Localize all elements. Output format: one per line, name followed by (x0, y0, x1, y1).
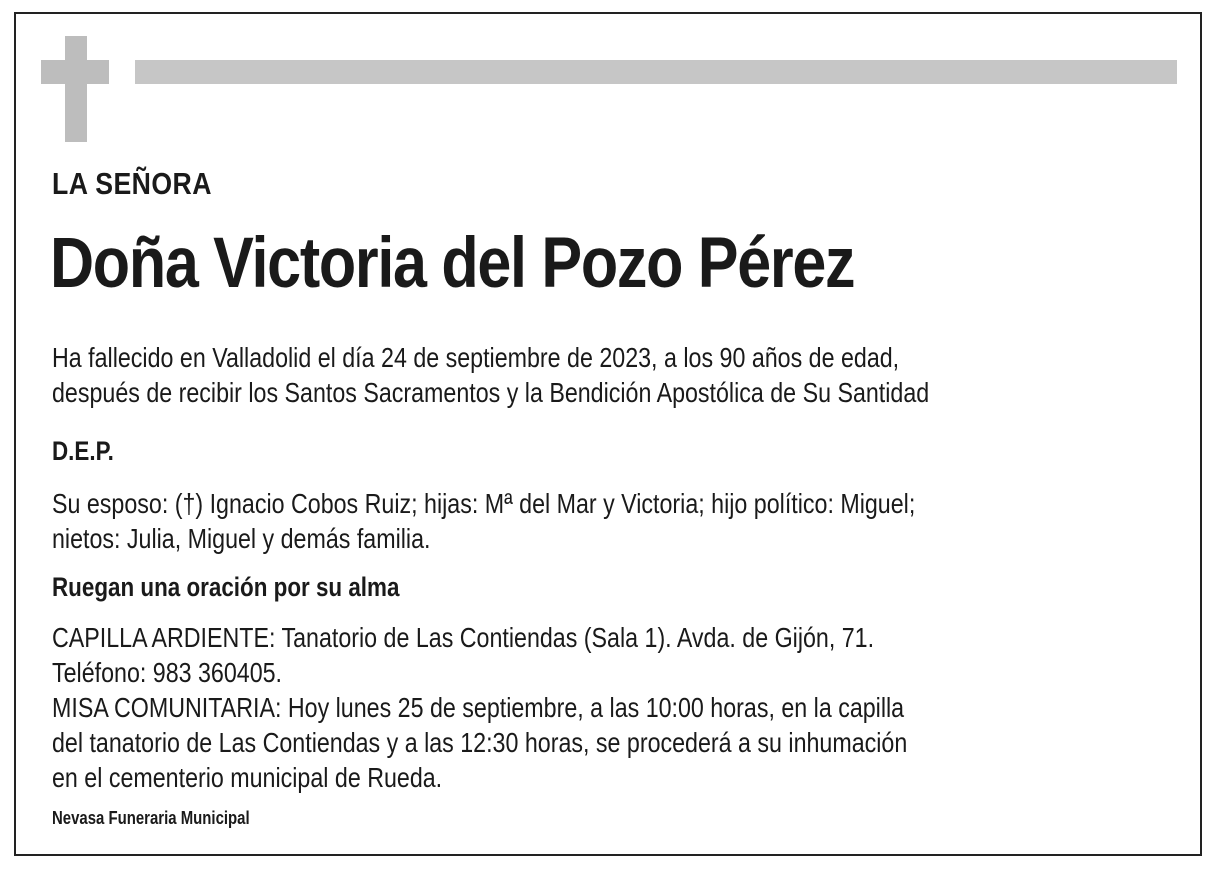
details-line: en el cementerio municipal de Rueda. (52, 762, 443, 793)
obituary-notice (14, 12, 1202, 856)
rip-text: D.E.P. (52, 436, 114, 466)
details-line: MISA COMUNITARIA: Hoy lunes 25 de septiembre, a las 10:00 horas, en la capilla (52, 692, 905, 723)
details-line: Teléfono: 983 360405. (52, 657, 283, 688)
details-line: del tanatorio de Las Contiendas y a las 12:30 horas, se procederá a su inhumación (52, 727, 908, 758)
cross-icon-arm (41, 60, 109, 84)
overline-title: LA SEÑORA (52, 166, 212, 201)
announcement-paragraph (52, 340, 929, 410)
announcement-line: Ha fallecido en Valladolid el día 24 de septiembre de 2023, a los 90 años de edad, (52, 342, 900, 373)
service-details (52, 620, 907, 795)
family-line: nietos: Julia, Miguel y demás familia. (52, 523, 431, 554)
prayer-text: Ruegan una oración por su alma (52, 572, 400, 602)
details-line: CAPILLA ARDIENTE: Tanatorio de Las Contiendas (Sala 1). Avda. de Gijón, 71. (52, 622, 875, 653)
family-paragraph (52, 486, 915, 556)
header-rule (135, 60, 1177, 84)
cross-icon (65, 36, 87, 142)
deceased-name: Doña Victoria del Pozo Pérez (50, 224, 855, 303)
announcement-line: después de recibir los Santos Sacramentos y la Bendición Apostólica de Su Santidad (52, 377, 930, 408)
funeral-home-name: Nevasa Funeraria Municipal (52, 808, 250, 828)
family-line: Su esposo: (†) Ignacio Cobos Ruiz; hijas: Mª del Mar y Victoria; hijo político: Miguel; (52, 488, 916, 519)
